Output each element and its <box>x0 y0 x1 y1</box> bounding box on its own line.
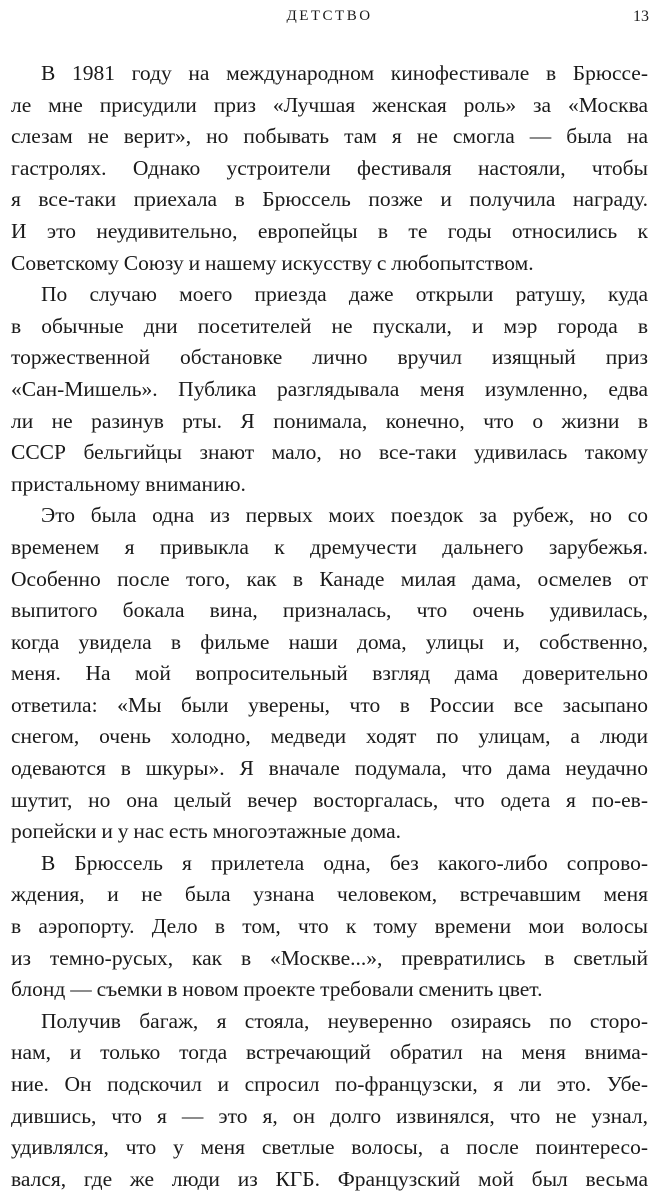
text-line: снегом, очень холодно, медведи ходят по улицам, а люди <box>11 724 648 749</box>
page-number: 13 <box>633 8 649 25</box>
text-line: блонд — съемки в новом проекте требовали сменить цвет. <box>11 977 543 1002</box>
text-line: когда увидела в фильме наши дома, улицы и, собственно, <box>11 629 648 654</box>
text-line: одеваются в шкуры». Я вначале подумала, что дама неудачно <box>11 756 648 781</box>
text-line: Советскому Союзу и нашему искусству с любопытством. <box>11 250 534 275</box>
text-line: ние. Он подскочил и спросил по-французски, я ли это. Убе- <box>11 1072 648 1096</box>
text-line: шутит, но она целый вечер восторгалась, что одета я по-ев- <box>11 787 648 812</box>
text-line: ответила: «Мы были уверены, что в России все засыпано <box>11 692 648 717</box>
text-line: ле мне присудили приз «Лучшая женская роль» за «Москва <box>11 92 648 117</box>
paragraph <box>11 500 648 848</box>
text-line: гастролях. Однако устроители фестиваля настояли, чтобы <box>11 155 648 180</box>
text-line: дившись, что я — это я, он долго извинялся, что не узнал, <box>11 1103 648 1128</box>
text-line: из темно-русых, как в «Москве...», превратились в светлый <box>11 945 648 970</box>
text-line: я все-таки приехала в Брюссель позже и получила награду. <box>11 187 648 212</box>
text-line: нам, и только тогда встречающий обратил на меня внима- <box>11 1040 648 1065</box>
text-line: В Брюссель я прилетела одна, без какого-либо сопрово- <box>41 850 648 875</box>
text-line: Это была одна из первых моих поездок за рубеж, но со <box>41 503 648 528</box>
text-line: торжественной обстановке лично вручил изящный приз <box>11 345 648 370</box>
chapter-title: ДЕТСТВО <box>286 8 373 24</box>
text-line: слезам не верит», но побывать там я не смогла — была на <box>11 124 648 149</box>
paragraph <box>11 58 648 279</box>
text-line: вался, где же люди из КГБ. Французский мой был весьма <box>11 1166 648 1191</box>
text-line: В 1981 году на международном кинофестивале в Брюссе- <box>41 61 648 85</box>
text-line: пристальному вниманию. <box>11 471 246 496</box>
text-line: Особенно после того, как в Канаде милая дама, осмелев от <box>11 566 648 591</box>
text-line: ждения, и не была узнана человеком, встречавшим меня <box>11 882 648 907</box>
text-line: Получив багаж, я стояла, неуверенно озираясь по сторо- <box>41 1008 648 1033</box>
text-line: в аэропорту. Дело в том, что к тому времени мои волосы <box>11 914 648 939</box>
text-line: ропейски и у нас есть многоэтажные дома. <box>11 819 402 844</box>
text-line: удивлялся, что у меня светлые волосы, а после поинтересо- <box>11 1135 648 1160</box>
paragraph <box>11 848 648 1006</box>
text-line: выпитого бокала вина, призналась, что очень удивилась, <box>11 598 648 623</box>
text-line: ли не разинув рты. Я понимала, конечно, что о жизни в <box>11 408 648 433</box>
text-line: СССР бельгийцы знают мало, но все-таки удивилась такому <box>11 440 648 465</box>
text-line: временем я привыкла к дремучести дальнего зарубежья. <box>11 534 648 559</box>
paragraph <box>11 279 648 500</box>
running-header <box>0 6 659 30</box>
text-line: И это неудивительно, европейцы в те годы относились к <box>11 218 648 243</box>
paragraph <box>11 1006 648 1195</box>
text-line: По случаю моего приезда даже открыли ратушу, куда <box>41 282 648 307</box>
text-line: в обычные дни посетителей не пускали, и мэр города в <box>11 313 648 338</box>
text-line: меня. На мой вопросительный взгляд дама доверительно <box>11 661 648 686</box>
text-line: «Сан-Мишель». Публика разглядывала меня изумленно, едва <box>11 376 648 401</box>
body-text <box>11 58 648 1195</box>
